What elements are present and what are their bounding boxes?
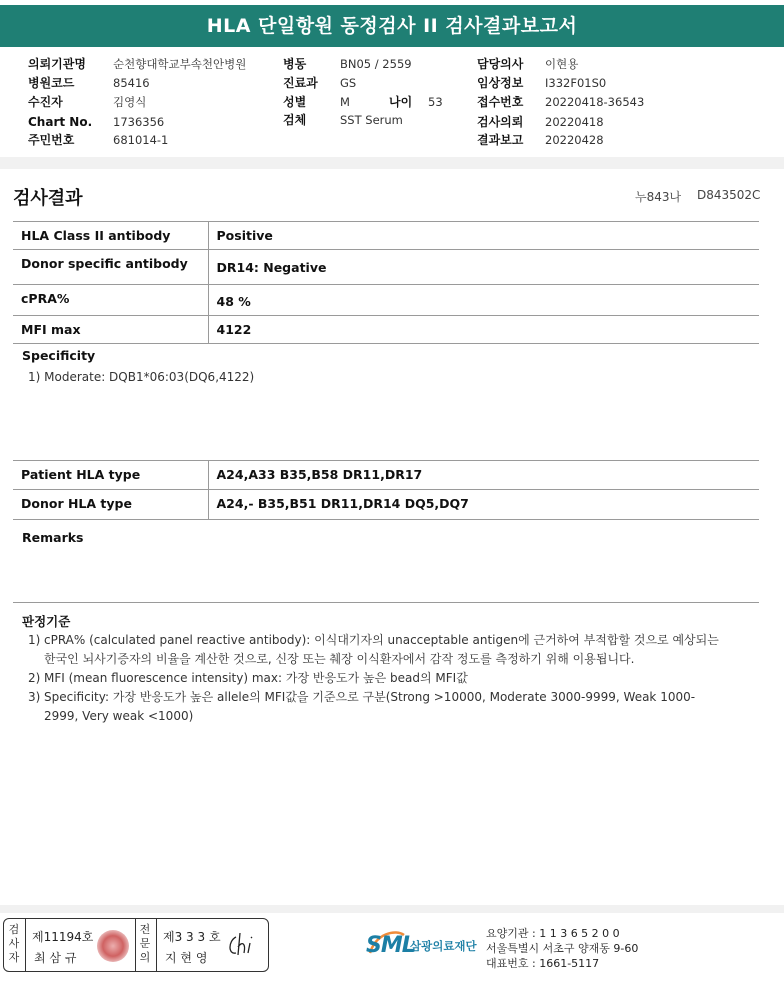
results-table [13,221,759,344]
criteria-num: 1) [28,633,41,647]
criteria-item [28,669,728,688]
specimen-value: SST Serum [340,113,403,127]
criteria-text: cPRA% (calculated panel reactive antibody): 이식대기자의 unacceptable antigen에 근거하여 부적합할 것으로 예상되는 한국인 뇌사기증자의 비율을 계산한 것으로, 신장 또는 췌장 이식환자에서 감작 정도를 측정하기 위해 이용됩니다. [44,633,719,666]
table-row [13,490,759,520]
patient-name-value: 김영식 [113,95,147,109]
signature-box [3,918,269,972]
table-row [13,222,759,250]
hospital-code-label: 병원코드 [28,76,75,90]
info-row-1 [0,55,784,73]
handwritten-signature [226,931,262,959]
chart-no-value: 1736356 [113,115,165,129]
sex-label: 성별 [283,95,307,109]
physician-value: 이현용 [545,57,579,71]
age-value: 53 [428,95,443,109]
sml-logo [366,925,476,965]
criteria-text: Specificity: 가장 반응도가 높은 allele의 MFI값을 기준으로 구분(Strong >10000, Moderate 3000-9999, Weak 1000-2999, Very weak <1000) [44,690,696,723]
patient-info [0,55,784,155]
receipt-no-label: 접수번호 [477,95,524,109]
divider [13,602,759,603]
org-contact [486,926,638,971]
age-label: 나이 [389,95,413,109]
table-row [13,461,759,490]
referring-hospital-value: 순천향대학교부속천안병원 [113,57,247,71]
physician-label: 담당의사 [477,57,524,71]
specialist-license: 제3 3 3 호 [163,930,221,944]
criteria-list [28,631,728,726]
sex-value: M [340,95,350,109]
ward-value: BN05 / 2559 [340,57,412,71]
department-label: 진료과 [283,76,318,90]
specificity-item: 1) Moderate: DQB1*06:03(DQ6,4122) [28,370,255,384]
criteria-num: 3) [28,690,41,704]
row-key: MFI max [13,316,208,344]
patient-name-label: 수진자 [28,95,63,109]
test-id: D843502C [697,188,761,202]
org-phone: 대표번호 : 1661-5117 [486,957,600,970]
receipt-no-value: 20220418-36543 [545,95,645,109]
row-value: 48 % [208,285,759,316]
inspector-label: 검사자 [8,923,20,964]
criteria-title: 판정기준 [22,614,71,629]
info-row-4 [0,113,784,131]
row-key: Patient HLA type [13,461,208,490]
resident-no-value: 681014-1 [113,133,169,147]
row-key: HLA Class II antibody [13,222,208,250]
criteria-num: 2) [28,671,41,685]
table-row [13,285,759,316]
test-request-label: 검사의뢰 [477,115,524,129]
criteria-item [28,688,728,726]
clinical-info-value: I332F01S0 [545,76,607,90]
chart-no-label: Chart No. [28,115,93,129]
specialist-name: 지 현 영 [165,951,208,965]
org-license: 요양기관 : 1 1 3 6 5 2 0 0 [486,927,620,940]
test-request-value: 20220418 [545,115,604,129]
info-row-5 [0,131,784,149]
divider [156,919,157,971]
results-heading: 검사결과 [13,188,83,209]
inspector-license: 제11194호 [32,930,94,944]
remarks-title: Remarks [22,530,84,545]
inspector-name: 최 삼 규 [34,951,77,965]
seal-stamp [97,930,129,962]
info-row-3 [0,93,784,111]
report-date-value: 20220428 [545,133,604,147]
divider [135,919,136,971]
report-title: HLA 단일항원 동정검사 II 검사결과보고서 [0,5,784,47]
row-value: A24,A33 B35,B58 DR11,DR17 [208,461,759,490]
section-divider [0,157,784,169]
specialist-label: 전문의 [139,923,151,964]
criteria-item [28,631,728,669]
row-key: cPRA% [13,285,208,316]
row-key: Donor specific antibody [13,250,208,285]
table-row [13,250,759,285]
table-row [13,316,759,344]
divider [25,919,26,971]
test-code: 누843나 [635,190,682,204]
row-value: DR14: Negative [208,250,759,285]
report-date-label: 결과보고 [477,133,524,147]
ward-label: 병동 [283,57,307,71]
specificity-title: Specificity [22,348,96,363]
org-address: 서울특별시 서초구 양재동 9-60 [486,942,639,955]
row-key: Donor HLA type [13,490,208,520]
department-value: GS [340,76,357,90]
clinical-info-label: 임상정보 [477,76,524,90]
resident-no-label: 주민번호 [28,133,75,147]
hospital-code-value: 85416 [113,76,150,90]
row-value: 4122 [208,316,759,344]
row-value: Positive [208,222,759,250]
hla-type-table [13,460,759,520]
specimen-label: 검체 [283,113,307,127]
info-row-2 [0,74,784,92]
referring-hospital-label: 의뢰기관명 [28,57,86,71]
criteria-text: MFI (mean fluorescence intensity) max: 가장 반응도가 높은 bead의 MFI값 [44,671,468,685]
row-value: A24,- B35,B51 DR11,DR14 DQ5,DQ7 [208,490,759,520]
footer-divider [0,905,784,913]
org-name: 삼광의료재단 [410,939,477,953]
logo-text: SML [366,933,415,958]
